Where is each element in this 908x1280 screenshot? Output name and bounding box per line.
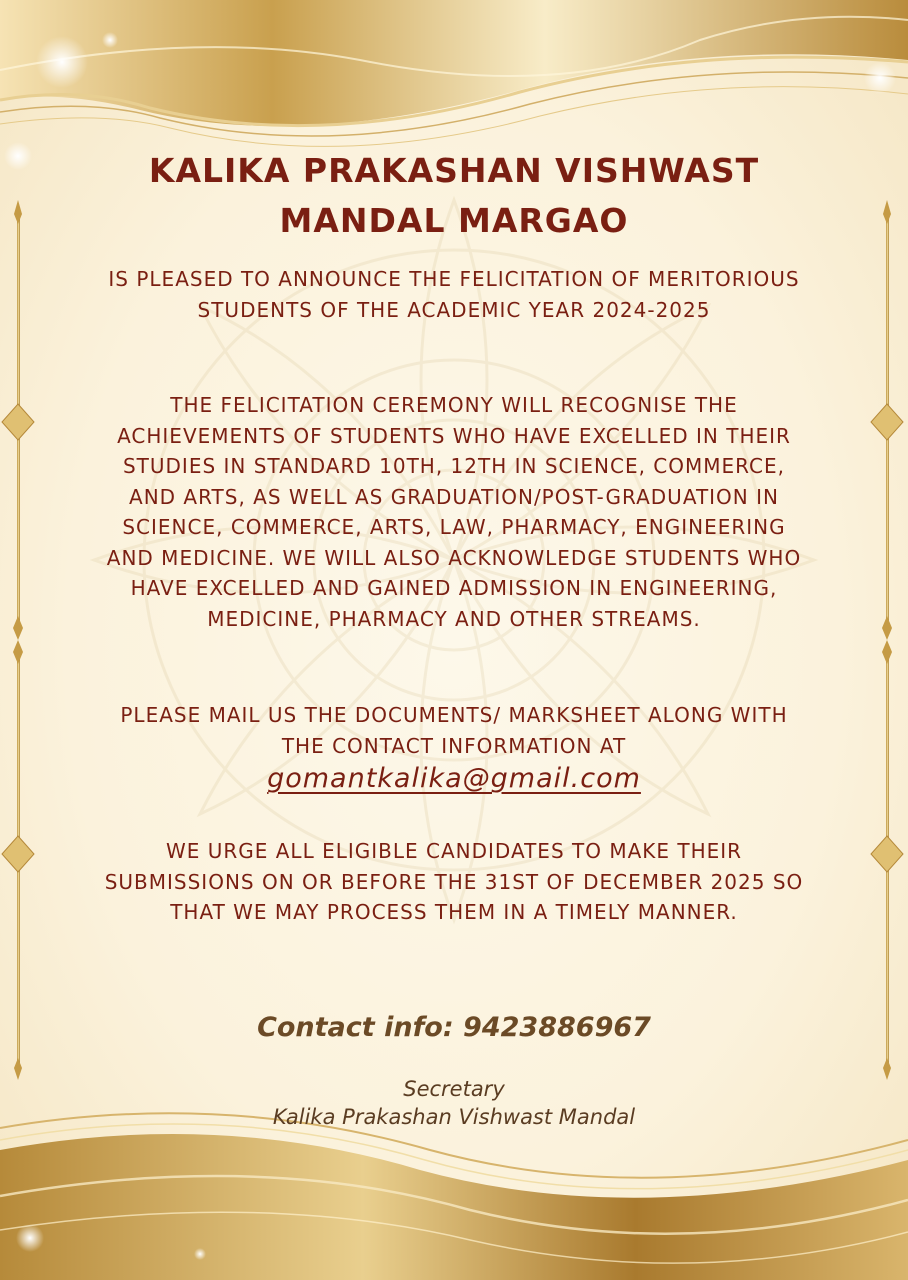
announcement-text: IS PLEASED TO ANNOUNCE THE FELICITATION OF MERITORIOUS STUDENTS OF THE ACADEMIC YEAR 2024-2025	[108, 267, 800, 322]
page-title: KALIKA PRAKASHAN VISHWAST MANDAL MARGAO	[148, 151, 760, 240]
signature-organization: Kalika Prakashan Vishwast Mandal	[272, 1105, 636, 1129]
signature-title: Secretary	[403, 1077, 505, 1101]
ceremony-description: THE FELICITATION CEREMONY WILL RECOGNISE THE ACHIEVEMENTS OF STUDENTS WHO HAVE EXCELLED IN THEIR STUDIES IN STANDARD 10TH, 12TH IN SCIENCE, COMMERCE, AND ARTS, AS WELL AS GRADUATION/POST-GRADUATION IN SCIENCE, COMMERCE, ARTS, LAW, PHARMACY, ENGINEERING AND MEDICINE. WE WILL ALSO ACKNOWLEDGE STUDENTS WHO HAVE EXCELLED AND GAINED ADMISSION IN ENGINEERING, MEDICINE, PHARMACY AND OTHER STREAMS.	[106, 393, 802, 631]
email-line	[100, 763, 808, 794]
signature-block	[100, 1075, 808, 1131]
submission-deadline-text: WE URGE ALL ELIGIBLE CANDIDATES TO MAKE THEIR SUBMISSIONS ON OR BEFORE THE 31ST OF DECEMBER 2025 SO THAT WE MAY PROCESS THEM IN A TIMELY MANNER.	[104, 839, 804, 924]
contact-info: Contact info: 9423886967	[257, 1012, 651, 1043]
mail-instruction: PLEASE MAIL US THE DOCUMENTS/ MARKSHEET ALONG WITH THE CONTACT INFORMATION AT	[120, 703, 788, 758]
email-link[interactable]: gomantkalika@gmail.com	[267, 763, 641, 794]
